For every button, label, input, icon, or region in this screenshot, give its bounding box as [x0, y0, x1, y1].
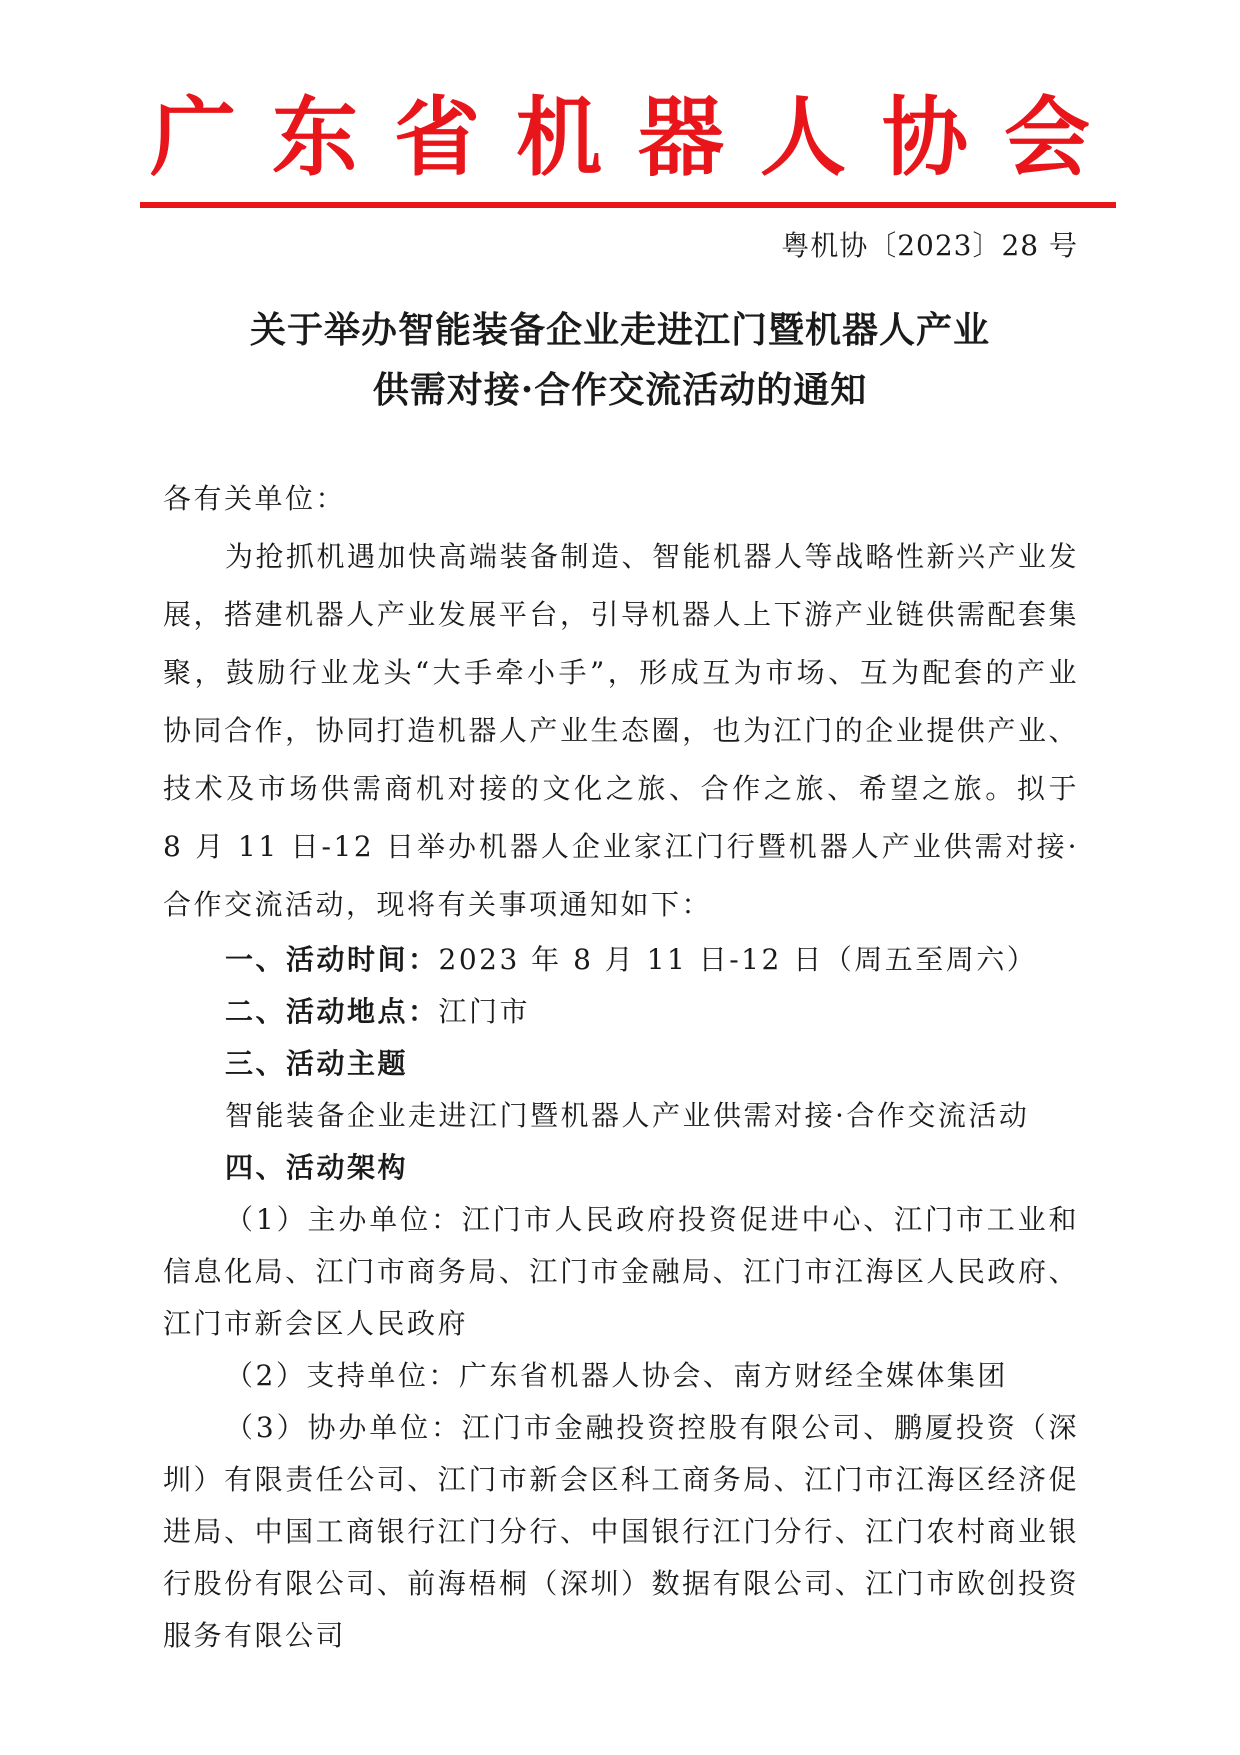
document-title-line-1: 关于举办智能装备企业走进江门暨机器人产业: [249, 309, 990, 351]
co-organizer-paragraph: （3）协办单位：江门市金融投资控股有限公司、鹏厦投资（深圳）有限责任公司、江门市新会区科工商务局、江门市江海区经济促进局、中国工商银行江门分行、中国银行江门分行、江门农村商业银行股份有限公司、前海梧桐（深圳）数据有限公司、江门市欧创投资服务有限公司: [163, 1411, 1079, 1652]
letterhead-char: 会: [1004, 87, 1090, 188]
section-heading: 二、活动地点：: [225, 995, 439, 1028]
section-value: 江门市: [438, 995, 531, 1028]
document-number: 粤机协〔2023〕28 号: [781, 229, 1078, 262]
letterhead-char: 省: [394, 87, 480, 188]
section-activity-time: [163, 934, 1079, 986]
section-value: 2023 年 8 月 11 日-12 日（周五至周六）: [438, 943, 1038, 976]
intro-paragraph: 为抢抓机遇加快高端装备制造、智能机器人等战略性新兴产业发展，搭建机器人产业发展平台，引导机器人上下游产业链供需配套集聚，鼓励行业龙头“大手牵小手”，形成互为市场、互为配套的产业协同合作，协同打造机器人产业生态圈，也为江门的企业提供产业、技术及市场供需商机对接的文化之旅、合作之旅、希望之旅。拟于 8 月 11 日-12 日举办机器人企业家江门行暨机器人产业供需对接·合作交流活动，现将有关事项通知如下：: [163, 540, 1080, 921]
section-activity-structure-heading: [163, 1142, 1079, 1194]
salutation: 各有关单位：: [163, 482, 347, 515]
letterhead-char: 人: [760, 87, 846, 188]
section-heading: 一、活动时间：: [225, 943, 439, 976]
section-heading: 四、活动架构: [225, 1151, 409, 1184]
section-heading: 三、活动主题: [225, 1047, 409, 1080]
letterhead-org-name: [150, 88, 1090, 188]
section-activity-theme-heading: [163, 1038, 1079, 1090]
document-title-line-2: 供需对接·合作交流活动的通知: [372, 369, 868, 411]
section-activity-theme-value: 智能装备企业走进江门暨机器人产业供需对接·合作交流活动: [225, 1099, 1030, 1132]
letterhead-char: 广: [150, 87, 236, 188]
supporter-paragraph: （2）支持单位：广东省机器人协会、南方财经全媒体集团: [225, 1359, 1008, 1392]
letterhead-char: 协: [882, 87, 968, 188]
document-title: [0, 300, 1240, 420]
organizer-paragraph: （1）主办单位：江门市人民政府投资促进中心、江门市工业和信息化局、江门市商务局、江门市金融局、江门市江海区人民政府、江门市新会区人民政府: [163, 1203, 1079, 1340]
document-body: [163, 470, 1079, 1662]
section-activity-location: [163, 986, 1079, 1038]
letterhead-char: 东: [272, 87, 358, 188]
letterhead-char: 器: [638, 87, 724, 188]
letterhead-red-rule: [140, 202, 1116, 208]
letterhead-char: 机: [516, 87, 602, 188]
